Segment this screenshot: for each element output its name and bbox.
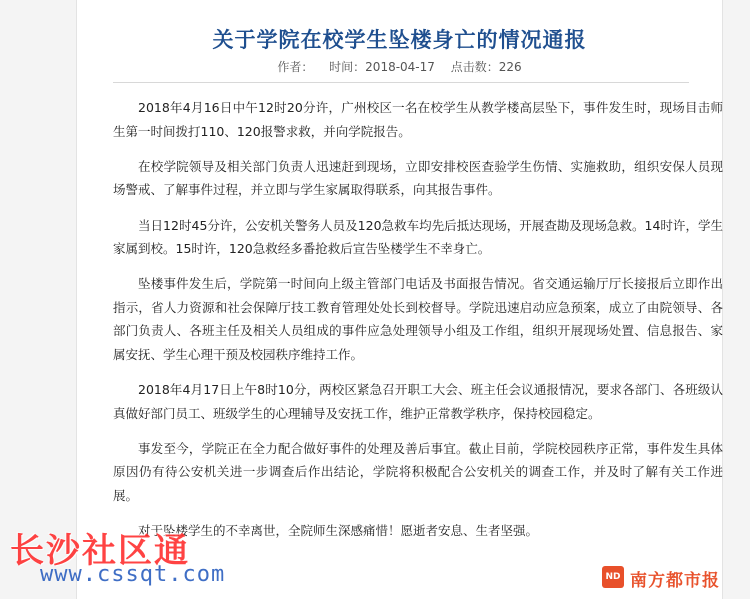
time-label	[329, 60, 435, 74]
time-key: 时间：	[329, 60, 366, 74]
clicks-key: 点击数：	[450, 60, 499, 74]
source-logo-icon: ND	[602, 566, 624, 588]
site-watermark-url: www.cssqt.com	[40, 562, 226, 587]
paragraph-1: 2018年4月16日中午12时20分许，广州校区一名在校学生从教学楼高层坠下，事件发生时，现场目击师生第一时间拨打110、120报警求救，并向学院报告。	[113, 100, 723, 139]
paragraph-6: 事发至今，学院正在全力配合做好事件的处理及善后事宜。截止目前，学院校园秩序正常，事件发生具体原因仍有待公安机关进一步调查后作出结论，学院将积极配合公安机关的调查工作，并及时了解有关工作进展。	[113, 440, 723, 503]
paragraph-5: 2018年4月17日上午8时10分，两校区紧急召开职工大会、班主任会议通报情况，要求各部门、各班级认真做好部门员工、班级学生的心理辅导及安抚工作，维护正常教学秩序，保持校园稳定。	[113, 382, 723, 421]
time-value: 2018-04-17	[365, 60, 435, 74]
clicks-label	[451, 60, 522, 74]
paragraph-4: 坠楼事件发生后，学院第一时间向上级主管部门电话及书面报告情况。省交通运输厅厅长接报后立即作出指示，省人力资源和社会保障厅技工教育管理处处长到校督导。学院迅速启动应急预案，成立了由院领导、各部门负责人、各班主任及相关人员组成的事件应急处理领导小组及工作组，组织开展现场处置、信息报告、家属安抚、学生心理干预及校园秩序维持工作。	[113, 276, 723, 362]
title-divider	[113, 82, 689, 83]
source-label: 南方都市报	[630, 571, 720, 591]
article-meta	[77, 58, 722, 75]
site-watermark-name: 长沙社区通	[10, 531, 190, 571]
author-label: 作者：	[277, 60, 314, 74]
paragraph-2: 在校学院领导及相关部门负责人迅速赶到现场，立即安排校医查验学生伤情、实施救助，组织安保人员现场警戒、了解事件过程，并立即与学生家属取得联系，向其报告事件。	[113, 158, 723, 198]
paragraph-3: 当日12时45分许，公安机关警务人员及120急救车均先后抵达现场，开展查勘及现场急救。14时许，学生家属到校。15时许，120急救经多番抢救后宣告坠楼学生不幸身亡。	[113, 217, 723, 257]
article-title: 关于学院在校学生坠楼身亡的情况通报	[212, 28, 587, 52]
clicks-value: 226	[498, 60, 522, 74]
article-body	[113, 96, 723, 555]
paragraph-7: 对于坠楼学生的不幸离世，全院师生深感痛惜！愿逝者安息、生者坚强。	[138, 523, 539, 539]
